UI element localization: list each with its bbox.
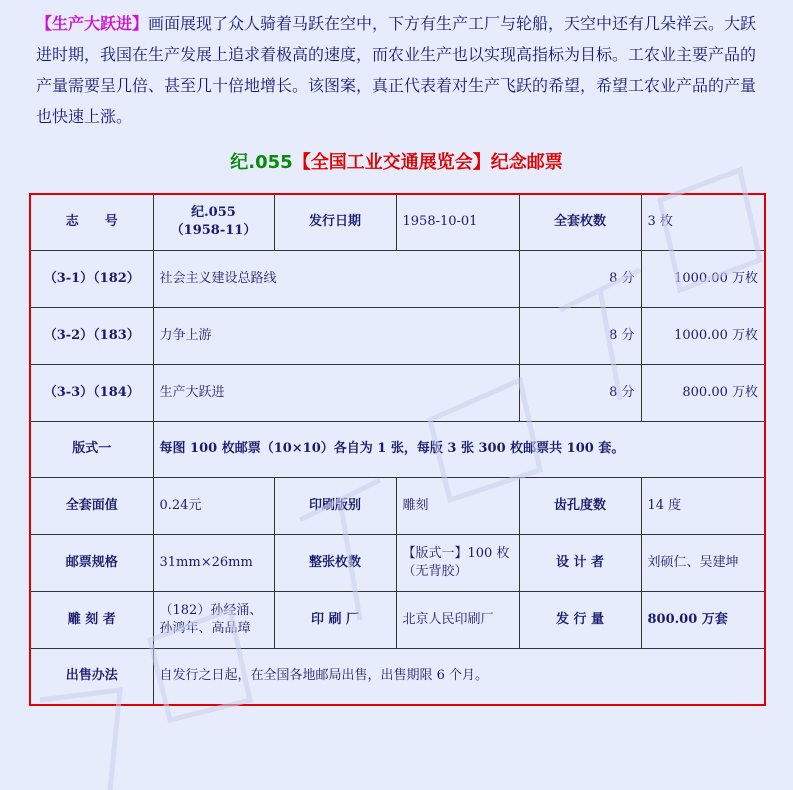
stamp-3-name: 生产大跃进 [153, 364, 519, 421]
stamp-id [153, 194, 274, 250]
label-face-value: 全套面值 [30, 477, 153, 534]
stamp-2-value: 8 分 [519, 307, 641, 364]
label-print-type: 印刷版别 [274, 477, 396, 534]
intro-text: 画面展现了众人骑着马跃在空中，下方有生产工厂与轮船，天空中还有几朵祥云。大跃进时期，我国在生产发展上追求着极高的速度，而农业生产也以实现高指标为目标。工农业主要产品的产量需要呈几倍、甚至几十倍地增长。该图案，真正代表着对生产飞跃的希望，希望工农业产品的产量也快速上涨。 [36, 14, 757, 126]
sale-method: 自发行之日起，在全国各地邮局出售，出售期限 6 个月。 [153, 648, 765, 705]
print-type: 雕刻 [396, 477, 519, 534]
stamp-id-line1: 纪.055 [191, 205, 236, 221]
stamp-1-qty: 1000.00 万枚 [641, 250, 765, 307]
label-id: 志 号 [30, 194, 153, 250]
set-count: 3 枚 [641, 194, 765, 250]
issue-date: 1958-10-01 [396, 194, 519, 250]
label-issue-volume: 发 行 量 [519, 591, 641, 648]
stamp-3-no: （3-3）（184） [30, 364, 153, 421]
table-row-stamp-1 [30, 250, 765, 307]
table-row-stamp-2 [30, 307, 765, 364]
intro-highlight: 【生产大跃进】 [36, 14, 149, 33]
table-row-face [30, 477, 765, 534]
table-row-header [30, 194, 765, 250]
table-row-stamp-3 [30, 364, 765, 421]
table-row-format [30, 421, 765, 477]
label-perforation: 齿孔度数 [519, 477, 641, 534]
label-engraver: 雕 刻 者 [30, 591, 153, 648]
stamp-2-qty: 1000.00 万枚 [641, 307, 765, 364]
table-row-engraver [30, 591, 765, 648]
designer: 刘硕仁、吴建坤 [641, 534, 765, 591]
title-name: 【全国工业交通展览会】纪念邮票 [292, 152, 563, 173]
table-row-size [30, 534, 765, 591]
label-format: 版式一 [30, 421, 153, 477]
label-sale-method: 出售办法 [30, 648, 153, 705]
stamp-size: 31mm×26mm [153, 534, 274, 591]
stamp-id-line2: （1958-11） [170, 223, 257, 239]
format-text: 每图 100 枚邮票（10×10）各自为 1 张，每版 3 张 300 枚邮票共 100 套。 [153, 421, 765, 477]
page-title [0, 148, 793, 174]
stamp-1-name: 社会主义建设总路线 [153, 250, 519, 307]
title-code: 纪.055 [230, 152, 293, 173]
label-set-count: 全套枚数 [519, 194, 641, 250]
face-value: 0.24元 [153, 477, 274, 534]
stamp-1-no: （3-1）（182） [30, 250, 153, 307]
intro-paragraph [36, 8, 761, 132]
stamp-info-table [29, 193, 766, 706]
stamp-3-value: 8 分 [519, 364, 641, 421]
sheet-count: 【版式一】100 枚（无背胶） [396, 534, 519, 591]
engraver: （182）孙经涌、孙鸿年、高品璋 [153, 591, 274, 648]
perforation: 14 度 [641, 477, 765, 534]
table-row-sale [30, 648, 765, 705]
label-printer: 印 刷 厂 [274, 591, 396, 648]
label-issue-date: 发行日期 [274, 194, 396, 250]
stamp-3-qty: 800.00 万枚 [641, 364, 765, 421]
issue-volume: 800.00 万套 [641, 591, 765, 648]
printer: 北京人民印刷厂 [396, 591, 519, 648]
label-sheet-count: 整张枚数 [274, 534, 396, 591]
stamp-2-name: 力争上游 [153, 307, 519, 364]
label-designer: 设 计 者 [519, 534, 641, 591]
label-stamp-size: 邮票规格 [30, 534, 153, 591]
stamp-1-value: 8 分 [519, 250, 641, 307]
stamp-2-no: （3-2）（183） [30, 307, 153, 364]
